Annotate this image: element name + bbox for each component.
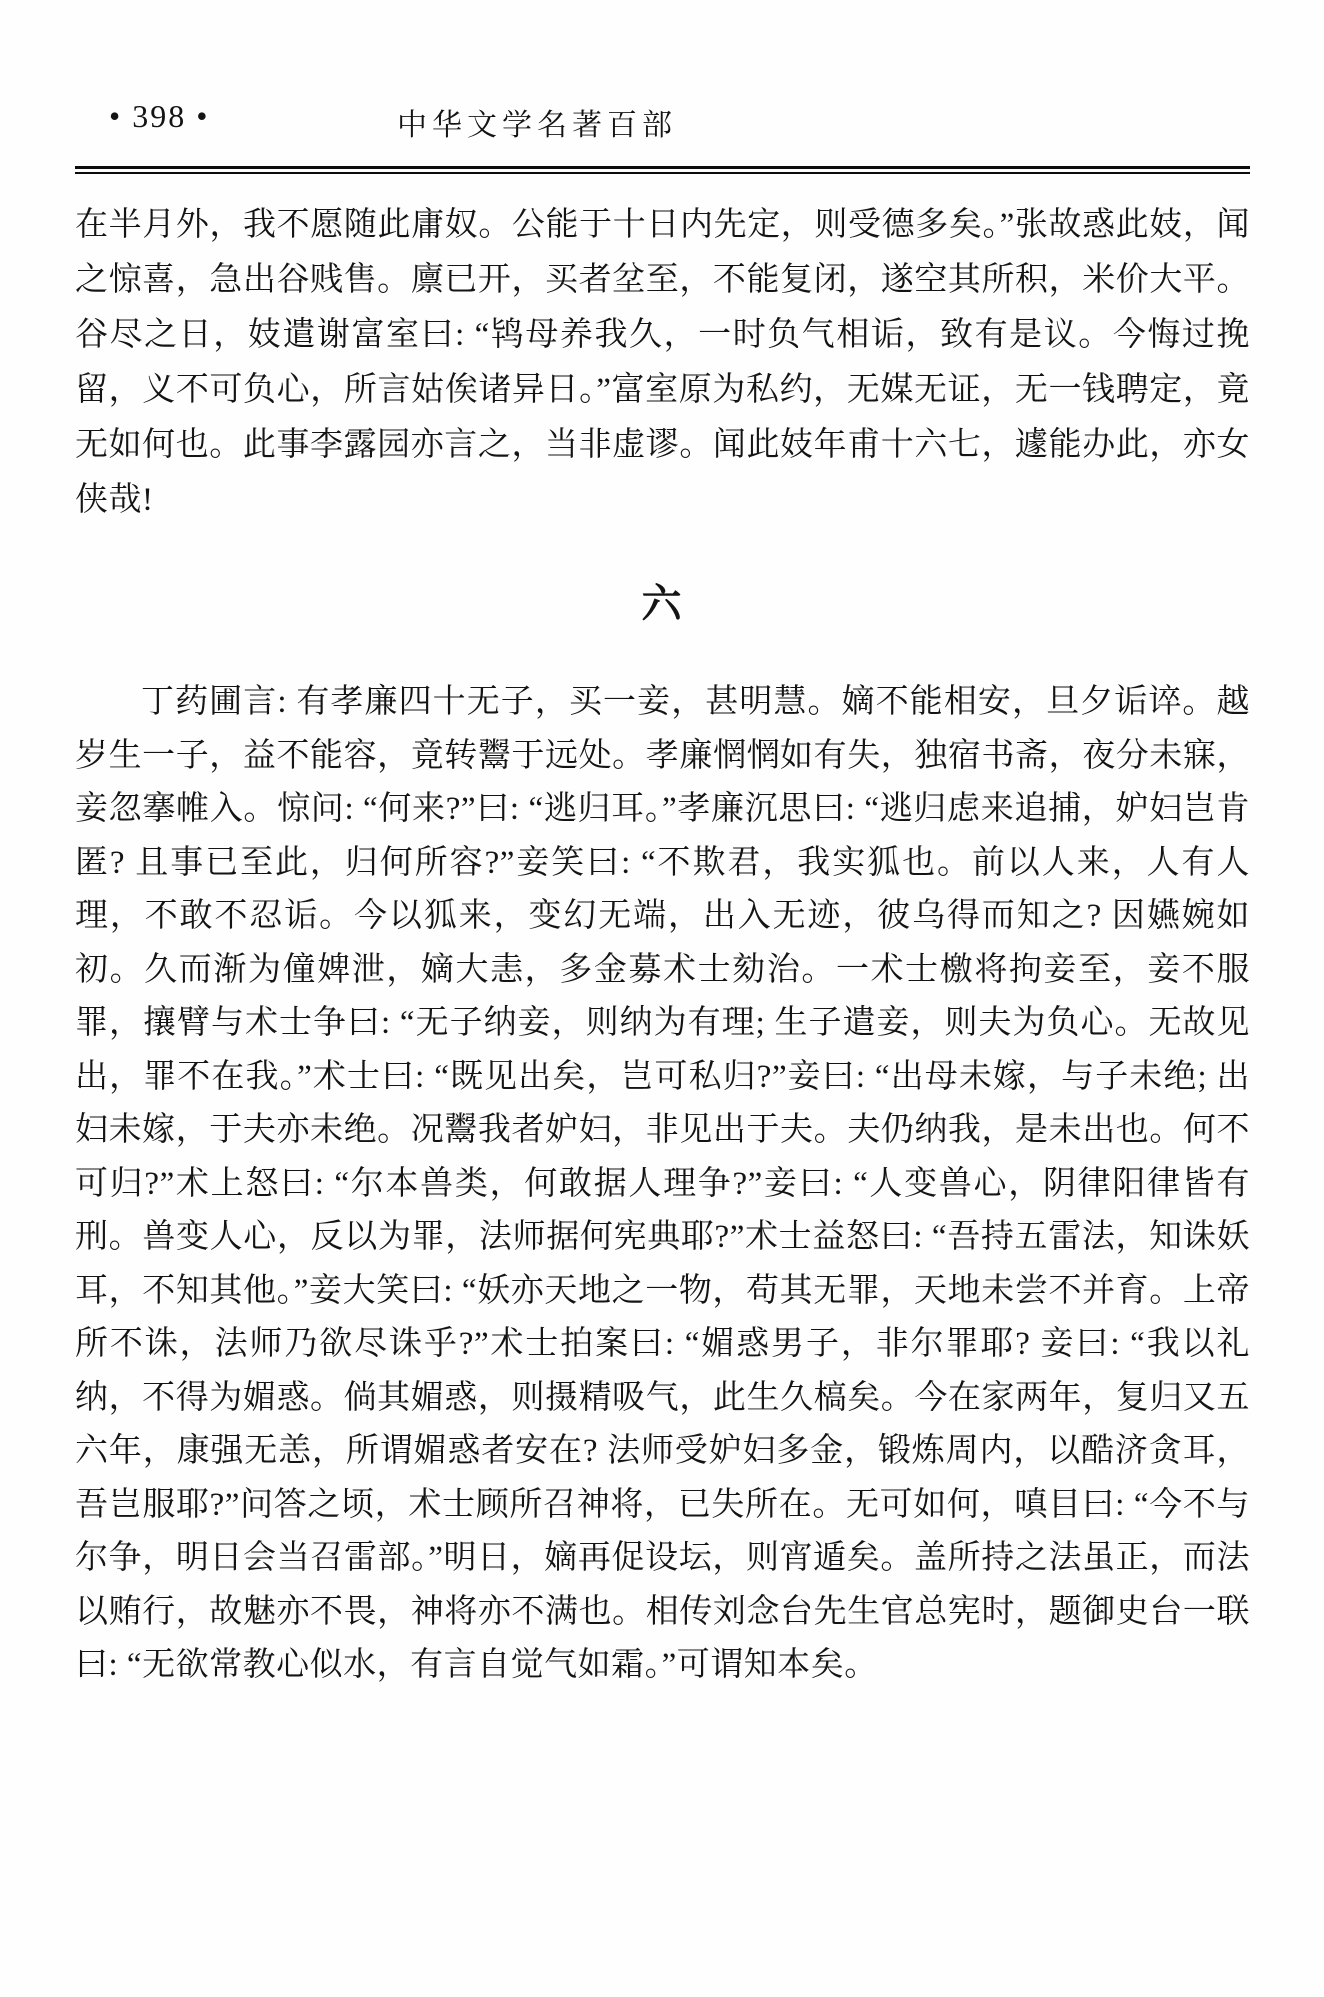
page-number: • 398 • (109, 98, 210, 134)
book-title: 中华文学名著百部 (397, 109, 677, 142)
section-heading: 六 (641, 581, 684, 626)
header-divider-rule (75, 166, 1250, 174)
page-body (75, 198, 1250, 1693)
paragraph-continuation: 在半月外，我不愿随此庸奴。公能于十日内先定，则受德多矣。”张故惑此妓，闻之惊喜，急出谷贱售。廪已开，买者坌至，不能复闭，遂空其所积，米价大平。谷尽之日，妓遣谢富室曰: “鸨母养我久，一时负气相诟，致有是议。今悔过挽留，义不可负心，所言姑俟诸异日。”富室原为私约，无媒无证，无一钱聘定，竟无如何也。此事李露园亦言之，当非虚谬。闻此妓年甫十六七，遽能办此，亦女侠哉! (75, 207, 1250, 518)
page-header (75, 92, 1250, 144)
paragraph-story: 丁药圃言: 有孝廉四十无子，买一妾，甚明慧。嫡不能相安，旦夕诟谇。越岁生一子，益不能容，竟转鬻于远处。孝廉惘惘如有失，独宿书斋，夜分未寐，妾忽搴帷入。惊问: “何来?”曰: “逃归耳。”孝廉沉思曰: “逃归虑来追捕，妒妇岂肯匿? 且事已至此，归何所容?”妾笑曰: “不欺君，我实狐也。前以人来，人有人理，不敢不忍诟。今以狐来，变幻无端，出入无迹，彼乌得而知之? 因嬿婉如初。久而渐为僮婢泄，嫡大恚，多金募术士劾治。一术士檄将拘妾至，妾不服罪，攘臂与术士争曰: “无子纳妾，则纳为有理; 生子遣妾，则夫为负心。无故见出，罪不在我。”术士曰: “既见出矣，岂可私归?”妾曰: “出母未嫁，与子未绝; 出妇未嫁，于夫亦未绝。况鬻我者妒妇，非见出于夫。夫仍纳我，是未出也。何不可归?”术上怒曰: “尔本兽类，何敢据人理争?”妾曰: “人变兽心，阴律阳律皆有刑。兽变人心，反以为罪，法师据何宪典耶?”术士益怒曰: “吾持五雷法，知诛妖耳，不知其他。”妾大笑曰: “妖亦天地之一物，苟其无罪，天地未尝不并育。上帝所不诛，法师乃欲尽诛乎?”术士拍案曰: “媚惑男子，非尔罪耶? 妾曰: “我以礼纳，不得为媚惑。倘其媚惑，则摄精吸气，此生久槁矣。今在家两年，复归又五六年，康强无恙，所谓媚惑者安在? 法师受妒妇多金，锻炼周内，以酷济贪耳，吾岂服耶?”问答之顷，术士顾所召神将，已失所在。无可如何，嗔目曰: “今不与尔争，明日会当召雷部。”明日，嫡再促设坛，则宵遁矣。盖所持之法虽正，而法以贿行，故魅亦不畏，神将亦不满也。相传刘念台先生官总宪时，题御史台一联曰: “无欲常教心似水，有言自觉气如霜。”可谓知本矣。 (75, 684, 1250, 1683)
